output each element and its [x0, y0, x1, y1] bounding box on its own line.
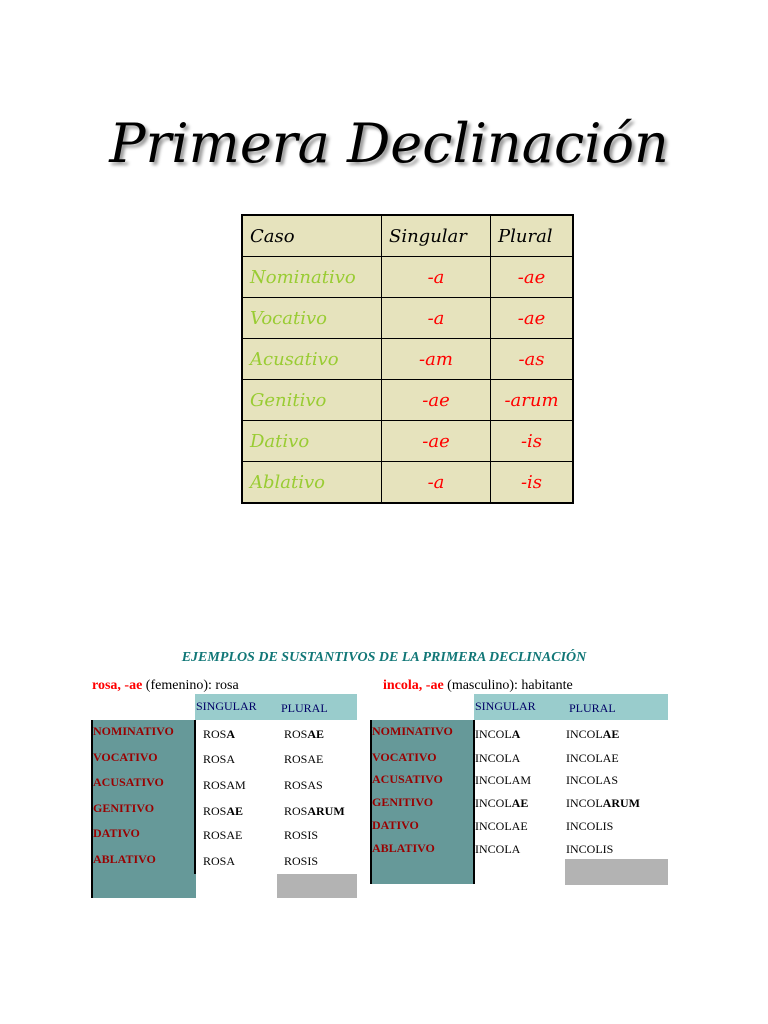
case-name: Vocativo: [242, 298, 382, 339]
form-stem: INCOLIS: [566, 842, 614, 856]
examples-heading: EJEMPLOS DE SUSTANTIVOS DE LA PRIMERA DECLINACIÓN: [181, 650, 587, 665]
plural-form: [284, 828, 318, 843]
plural-ending: -as: [491, 339, 574, 380]
form-ending: A: [226, 727, 236, 741]
header-plural: Plural: [491, 215, 574, 257]
plural-header: [565, 694, 668, 720]
plural-form: [566, 819, 613, 834]
column-divider: [194, 720, 196, 874]
form-stem: INCOLA: [475, 751, 521, 765]
singular-ending: -am: [382, 339, 491, 380]
form-stem: INCOL: [475, 727, 512, 741]
form-stem: ROS: [284, 727, 308, 741]
singular-header-label: SINGULAR: [475, 699, 536, 713]
form-stem: INCOLIS: [566, 819, 614, 833]
form-stem: ROSIS: [284, 854, 319, 868]
plural-ending: -is: [491, 421, 574, 462]
table-row: [242, 421, 573, 462]
plural-form: [284, 804, 345, 819]
case-label: DATIVO: [372, 818, 419, 832]
plural-ending: -ae: [491, 298, 574, 339]
singular-form: [203, 752, 235, 767]
plural-ending: -is: [491, 462, 574, 504]
case-name: Dativo: [242, 421, 382, 462]
form-stem: ROSA: [203, 752, 236, 766]
plural-form: [284, 727, 324, 742]
table-row: [242, 462, 573, 504]
form-stem: INCOL: [475, 796, 512, 810]
form-stem: ROSAM: [203, 778, 246, 792]
form-stem: INCOLAE: [566, 751, 619, 765]
case-label: ACUSATIVO: [372, 772, 443, 786]
form-stem: ROSAE: [203, 828, 243, 842]
singular-ending: -a: [382, 462, 491, 504]
form-ending: AE: [511, 796, 529, 810]
table-row: [242, 380, 573, 421]
form-stem: INCOLA: [475, 842, 521, 856]
singular-form: [475, 751, 520, 766]
plural-form: [566, 796, 640, 811]
example-noun-rosa: [92, 678, 239, 694]
plural-header: [277, 694, 357, 720]
form-stem: ROS: [284, 804, 308, 818]
plural-ending: -arum: [491, 380, 574, 421]
form-ending: ARUM: [602, 796, 640, 810]
plural-form: [566, 727, 619, 742]
singular-ending: -ae: [382, 421, 491, 462]
case-name: Nominativo: [242, 257, 382, 298]
case-label: GENITIVO: [93, 801, 155, 815]
form-ending: ARUM: [307, 804, 345, 818]
singular-form: [203, 854, 235, 869]
form-ending: AE: [602, 727, 620, 741]
case-label: ABLATIVO: [372, 841, 435, 855]
form-stem: INCOLAS: [566, 773, 619, 787]
plural-form: [566, 842, 613, 857]
form-stem: ROS: [203, 727, 227, 741]
form-stem: INCOLAM: [475, 773, 531, 787]
singular-form: [203, 804, 243, 819]
singular-form: [475, 796, 528, 811]
noun-lemma: incola, -ae: [383, 678, 444, 693]
table-row: [242, 339, 573, 380]
case-label: NOMINATIVO: [93, 724, 174, 738]
case-column: [91, 720, 196, 898]
case-label: VOCATIVO: [93, 750, 158, 764]
declension-table: [241, 214, 574, 504]
singular-ending: -a: [382, 257, 491, 298]
singular-form: [203, 727, 235, 742]
singular-form: [475, 773, 531, 788]
header-caso: Caso: [242, 215, 382, 257]
form-ending: AE: [226, 804, 244, 818]
singular-form: [203, 828, 242, 843]
form-stem: INCOLAE: [475, 819, 528, 833]
form-stem: INCOL: [566, 727, 603, 741]
plural-form: [566, 751, 619, 766]
form-stem: ROSIS: [284, 828, 319, 842]
form-stem: ROSAE: [284, 752, 324, 766]
grey-block: [277, 874, 357, 898]
singular-form: [475, 842, 520, 857]
noun-gloss: (femenino): rosa: [142, 678, 239, 693]
page-title: Primera Declinación: [109, 112, 669, 175]
plural-form: [284, 778, 323, 793]
case-label: GENITIVO: [372, 795, 434, 809]
case-label: ACUSATIVO: [93, 775, 164, 789]
singular-form: [203, 778, 246, 793]
plural-form: [284, 752, 323, 767]
singular-header-label: SINGULAR: [196, 699, 257, 713]
case-label: VOCATIVO: [372, 750, 437, 764]
plural-header-label: PLURAL: [281, 701, 328, 715]
grey-block: [565, 859, 668, 885]
table-row: [242, 298, 573, 339]
singular-header: [474, 694, 565, 720]
noun-lemma: rosa, -ae: [92, 678, 143, 693]
form-ending: A: [511, 727, 521, 741]
form-stem: INCOL: [566, 796, 603, 810]
singular-ending: -a: [382, 298, 491, 339]
plural-form: [566, 773, 618, 788]
plural-header-label: PLURAL: [569, 701, 616, 715]
header-singular: Singular: [382, 215, 491, 257]
form-stem: ROS: [203, 804, 227, 818]
example-noun-incola: [383, 678, 573, 694]
singular-header: [195, 694, 277, 720]
form-stem: ROSAS: [284, 778, 323, 792]
plural-form: [284, 854, 318, 869]
case-label: ABLATIVO: [93, 852, 156, 866]
noun-gloss: (masculino): habitante: [443, 678, 573, 693]
table-row: [242, 257, 573, 298]
singular-ending: -ae: [382, 380, 491, 421]
form-stem: ROSA: [203, 854, 236, 868]
case-name: Acusativo: [242, 339, 382, 380]
case-label: NOMINATIVO: [372, 724, 453, 738]
case-name: Genitivo: [242, 380, 382, 421]
case-column: [370, 720, 475, 884]
table-header-row: [242, 215, 573, 257]
singular-form: [475, 727, 520, 742]
case-label: DATIVO: [93, 826, 140, 840]
case-name: Ablativo: [242, 462, 382, 504]
form-ending: AE: [307, 727, 325, 741]
plural-ending: -ae: [491, 257, 574, 298]
singular-form: [475, 819, 528, 834]
